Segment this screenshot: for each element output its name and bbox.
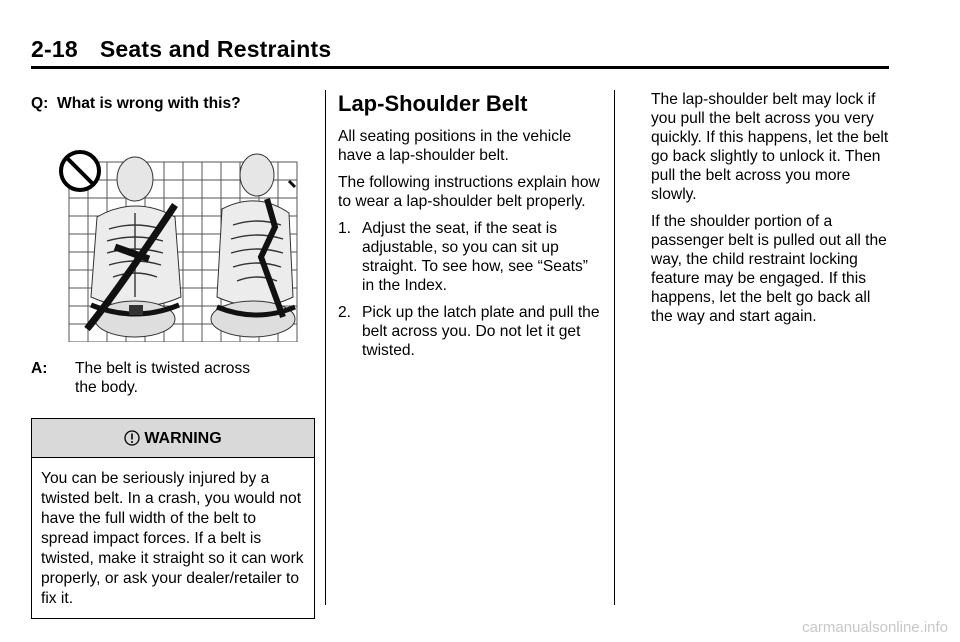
twisted-belt-illustration [57, 147, 325, 342]
column-divider-1 [325, 90, 326, 605]
watermark: carmanualsonline.info [802, 619, 948, 636]
header-text [31, 36, 889, 63]
instructions-intro: The following instructions explain how to wear a lap-shoulder belt properly. [338, 174, 600, 210]
step-text: Pick up the latch plate and pull the belt across you. Do not let it get twisted. [362, 304, 600, 359]
page-header [31, 36, 889, 63]
step-number: 2. [338, 304, 352, 321]
right-paragraph-2: If the shoulder portion of a passenger belt is pulled out all the way, the child restraint locking feature may be engaged. If this happens, let the belt go back all the way and start again. [651, 213, 887, 325]
warning-triangle-icon [124, 430, 140, 446]
step-number: 1. [338, 220, 352, 237]
question-text: What is wrong with this? [57, 95, 241, 112]
prohibited-sign-icon [61, 152, 99, 190]
lap-shoulder-title: Lap-Shoulder Belt [338, 91, 528, 116]
step-item [338, 219, 600, 295]
right-paragraph-1: The lap-shoulder belt may lock if you pull the belt across you very quickly. If this happens, let the belt go back slightly to unlock it. Then pull the belt across you more slowly. [651, 91, 889, 203]
warning-body: You can be seriously injured by a twisted belt. In a crash, you would not have the full width of the belt to spread impact forces. If a belt is twisted, make it straight so it can work properly, or ask your dealer/retailer to fix it. [41, 470, 304, 607]
side-torso [211, 154, 295, 337]
front-torso [87, 157, 181, 337]
question [31, 94, 316, 113]
left-column [31, 90, 316, 619]
right-column [651, 90, 896, 334]
lap-shoulder-intro: All seating positions in the vehicle have a lap-shoulder belt. [338, 128, 572, 164]
answer [31, 359, 316, 397]
warning-header [32, 419, 314, 458]
step-item [338, 303, 600, 360]
answer-text: The belt is twisted across the body. [75, 360, 251, 396]
question-label: Q: [31, 95, 49, 112]
column-divider-2 [614, 90, 615, 605]
answer-label: A: [31, 360, 48, 377]
step-text: Adjust the seat, if the seat is adjustable, so you can sit up straight. To see how, see “Seats” in the Index. [362, 220, 588, 294]
section-title: Seats and Restraints [99, 36, 332, 62]
middle-column [338, 90, 600, 368]
warning-title: WARNING [144, 429, 222, 447]
page-number: 2-18 [31, 36, 78, 62]
warning-box [31, 418, 315, 619]
header-rule [31, 66, 889, 69]
